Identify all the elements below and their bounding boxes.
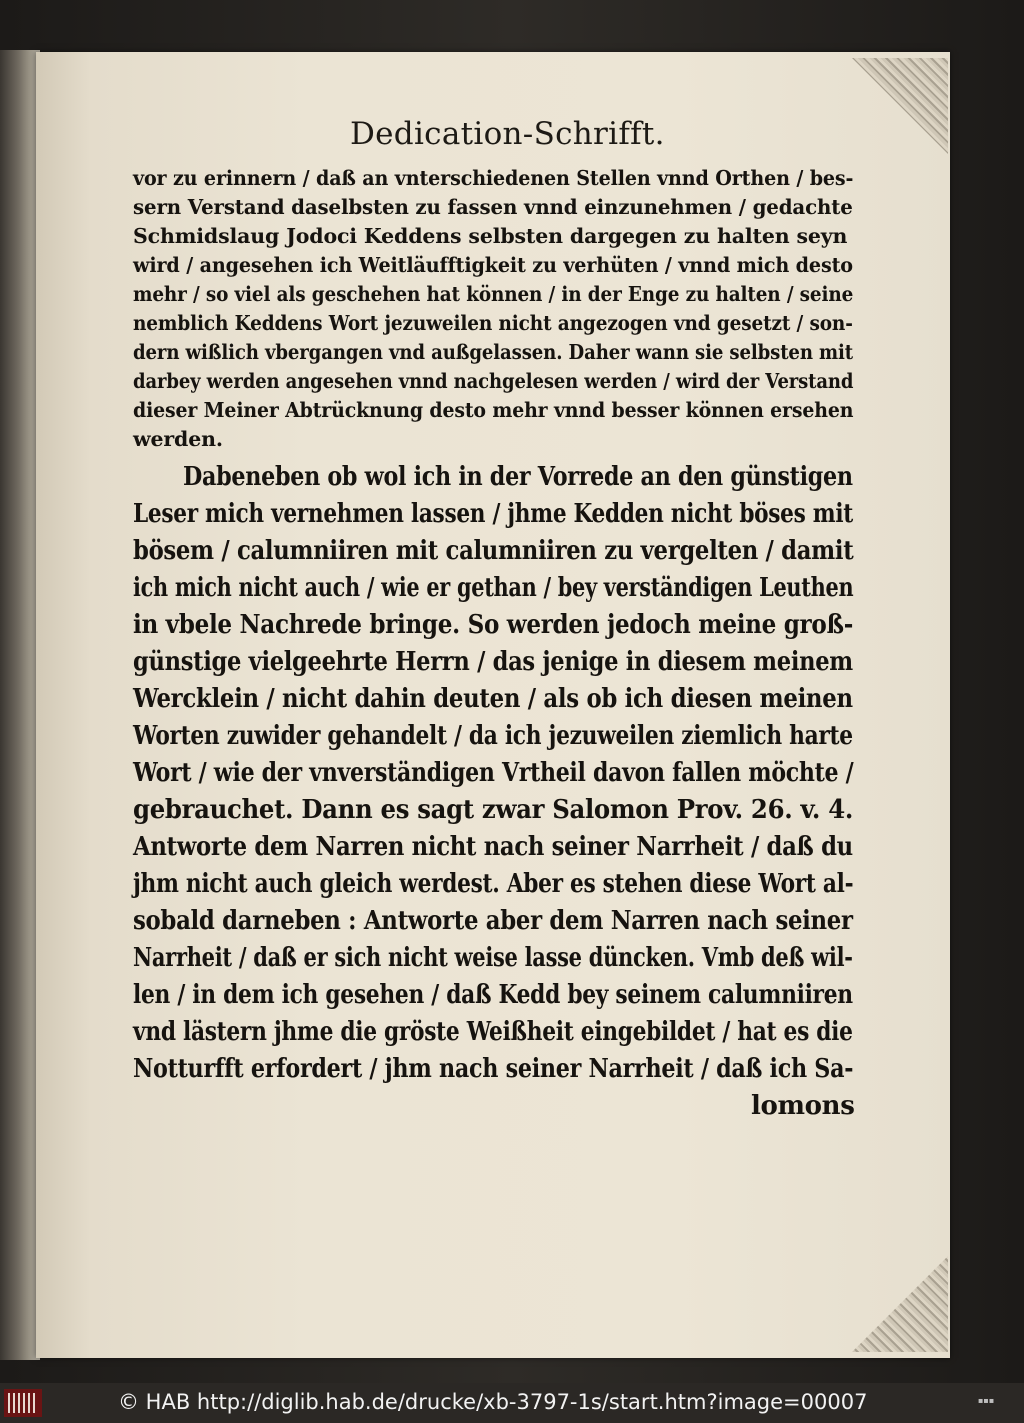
footer-marker: ▪▪▪ [978, 1396, 995, 1405]
text-line: sobald darneben : Antworte aber dem Narren nach seiner [133, 906, 853, 936]
text-line: dern wißlich vbergangen vnd außgelassen. Daher wann sie selbsten mit [133, 340, 854, 364]
text-line: len / in dem ich gesehen / daß Kedd bey seinem calumniiren [133, 980, 853, 1010]
text-line: gebrauchet. Dann es sagt zwar Salomon Prov. 26. v. 4. [133, 795, 854, 825]
text-line: günstige vielgeehrte Herrn / das jenige in diesem meinem [133, 647, 853, 677]
text-line: Dabeneben ob wol ich in der Vorrede an den günstigen [183, 462, 853, 492]
text-line: dieser Meiner Abtrücknung desto mehr vnnd besser können ersehen [133, 398, 854, 422]
text-line: werden. [133, 427, 223, 451]
text-line: darbey werden angesehen vnnd nachgelesen werden / wird der Verstand [133, 369, 854, 393]
text-line: nemblich Keddens Wort jezuweilen nicht angezogen vnd gesetzt / son- [133, 311, 853, 335]
text-line: Wercklein / nicht dahin deuten / als ob ich diesen meinen [133, 684, 853, 714]
text-line: Wort / wie der vnverständigen Vrtheil davon fallen möchte / [133, 758, 854, 788]
text-line: ich mich nicht auch / wie er gethan / bey verständigen Leuthen [133, 573, 854, 603]
text-line: Antworte dem Narren nicht nach seiner Narrheit / daß du [133, 832, 853, 862]
text-line: sern Verstand daselbsten zu fassen vnnd einzunehmen / gedachte [133, 195, 853, 219]
text-line: vnd lästern jhme die gröste Weißheit eingebildet / hat es die [133, 1017, 853, 1047]
hab-logo-bars [8, 1393, 38, 1413]
text-line: mehr / so viel als geschehen hat können / in der Enge zu halten / seine [133, 282, 854, 306]
text-line: Notturfft erfordert / jhm nach seiner Narrheit / daß ich Sa- [133, 1054, 854, 1084]
text-line: bösem / calumniiren mit calumniiren zu vergelten / damit [133, 536, 854, 566]
text-line: vor zu erinnern / daß an vnterschiedenen Stellen vnnd Orthen / bes- [133, 166, 854, 190]
text-line: in vbele Nachrede bringe. So werden jedoch meine groß- [133, 610, 853, 640]
catchword: lomons [751, 1091, 855, 1121]
page-headline: Dedication-Schrifft. [350, 116, 665, 152]
text-line: Schmidslaug Jodoci Keddens selbsten dargegen zu halten seyn [133, 224, 848, 248]
text-line: Leser mich vernehmen lassen / jhme Kedden nicht böses mit [133, 499, 853, 529]
text-line: Narrheit / daß er sich nicht weise lasse düncken. Vmb deß wil- [133, 943, 853, 973]
text-line: wird / angesehen ich Weitläufftigkeit zu verhüten / vnnd mich desto [133, 253, 853, 277]
text-line: jhm nicht auch gleich werdest. Aber es stehen diese Wort al- [133, 869, 854, 899]
text-line: Worten zuwider gehandelt / da ich jezuweilen ziemlich harte [133, 721, 853, 751]
copyright-link[interactable]: © HAB http://diglib.hab.de/drucke/xb-3797-1s/start.htm?image=00007 [118, 1390, 868, 1414]
book-binding [0, 50, 40, 1360]
